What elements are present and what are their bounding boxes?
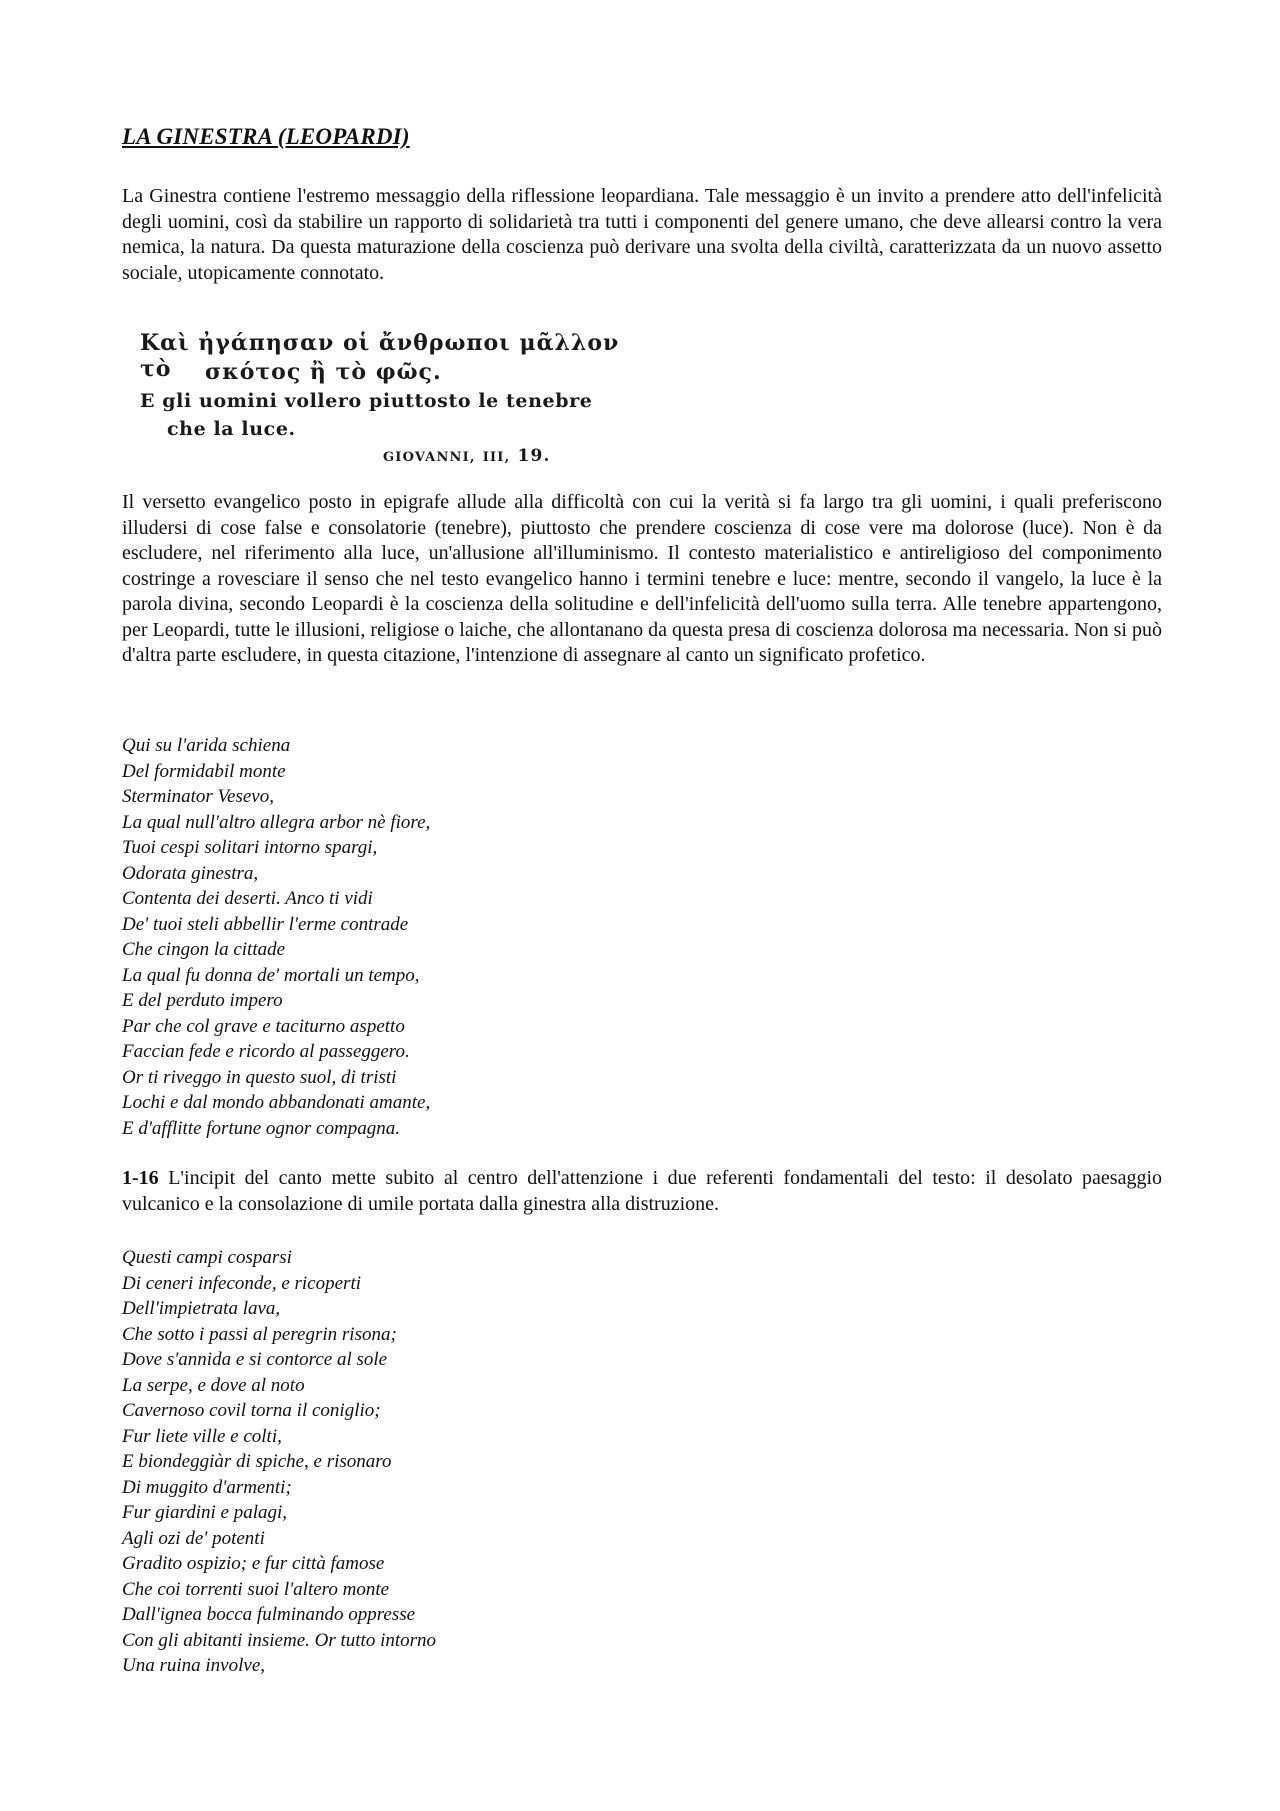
verse-line: Par che col grave e taciturno aspetto — [122, 1015, 405, 1037]
verse-line: E d'afflitte fortune ognor compagna. — [122, 1117, 400, 1139]
verse-line: Del formidabil monte — [122, 760, 286, 782]
verse-line: Che coi torrenti suoi l'altero monte — [122, 1578, 390, 1600]
line-range-label: 1-16 — [122, 1167, 159, 1189]
epigraph-italian-line-1: E gli uomini vollero piuttosto le tenebre — [140, 390, 593, 412]
epigraph-reference-chapter: III, — [482, 450, 511, 465]
epigraph-reference-verse: 19. — [517, 446, 551, 466]
intro-paragraph: La Ginestra contiene l'estremo messaggio della riflessione leopardiana. Tale messaggio è un invito a prendere atto dell'infelicità degli uomini, così da stabilire un rapporto di solidarietà tra tutti i componenti del genere umano, che deve allearsi contro la vera nemica, la natura. Da questa maturazione della coscienza può derivare una svolta della civiltà, caratterizzata da un nuovo assetto sociale, utopicamente connotato. — [122, 185, 1162, 284]
verse-line: La qual fu donna de' mortali un tempo, — [122, 964, 420, 986]
commentary-paragraph-1: Il versetto evangelico posto in epigrafe allude alla difficoltà con cui la verità si fa largo tra gli uomini, i quali preferiscono illudersi di cose false e consolatorie (tenebre), piuttosto che prendere coscienza di cose vere ma dolorose (luce). Non è da escludere, nel riferimento alla luce, un'allusione all'illuminismo. Il contesto materialistico e antireligioso del componimento costringe a rovesciare il senso che nel testo evangelico hanno i termini tenebre e luce: mentre, secondo il vangelo, la luce è la parola divina, secondo Leopardi è la coscienza della solitudine e dell'infelicità dell'uomo sulla terra. Alle tenebre appartengono, per Leopardi, tutte le illusioni, religiose o laiche, che allontanano da questa presa di coscienza dolorosa ma necessaria. Non si può d'altra parte escludere, in questa citazione, l'intenzione di assegnare al canto un significato profetico. — [122, 491, 1162, 666]
verse-line: Cavernoso covil torna il coniglio; — [122, 1400, 381, 1421]
epigraph-italian-line-2: che la luce. — [167, 418, 296, 440]
epigraph-reference — [383, 446, 551, 466]
epigraph-image — [135, 322, 655, 472]
commentary-2-text: L'incipit del canto mette subito al centro dell'attenzione i due referenti fondamentali del testo: il desolato paesaggio vulcanico e la consolazione di umile portata dalla ginestra alla distruzione. — [122, 1167, 1162, 1215]
verse-line: Dall'ignea bocca fulminando oppresse — [122, 1604, 416, 1625]
verse-line: Fur giardini e palagi, — [122, 1502, 288, 1523]
verse-block-2 — [122, 1245, 822, 1679]
verse-line: Una ruina involve, — [122, 1655, 266, 1676]
verse-line: Agli ozi de' potenti — [122, 1527, 265, 1549]
epigraph-greek-line-2: σκότος ἢ τὸ φῶς. — [205, 359, 442, 385]
verse-line: Qui su l'arida schiena — [122, 735, 291, 756]
verse-line: Sterminator Vesevo, — [122, 786, 274, 807]
verse-line: Fur liete ville e colti, — [122, 1425, 282, 1447]
verse-line: E del perduto impero — [122, 990, 283, 1011]
verse-line: De' tuoi steli abbellir l'erme contrade — [122, 913, 409, 935]
verse-line: Che sotto i passi al peregrin risona; — [122, 1323, 397, 1345]
verse-line: E biondeggiàr di spiche, e risonaro — [122, 1451, 392, 1472]
verse-line: Di ceneri infeconde, e ricoperti — [122, 1272, 362, 1294]
verse-line: Dove s'annida e si contorce al sole — [122, 1349, 388, 1370]
verse-line: Lochi e dal mondo abbandonati amante, — [122, 1092, 431, 1113]
verse-line: Di muggito d'armenti; — [122, 1476, 292, 1498]
verse-line: Con gli abitanti insieme. Or tutto intorno — [122, 1629, 437, 1651]
commentary-paragraph-2 — [122, 1166, 1162, 1217]
epigraph-reference-name: GIOVANNI, — [383, 450, 476, 465]
verse-line: Or ti riveggo in questo suol, di tristi — [122, 1066, 397, 1088]
verse-line: Gradito ospizio; e fur città famose — [122, 1553, 385, 1574]
verse-line: La qual null'altro allegra arbor nè fiore, — [122, 811, 431, 833]
verse-line: La serpe, e dove al noto — [122, 1374, 305, 1396]
verse-line: Tuoi cespi solitari intorno spargi, — [122, 837, 378, 858]
epigraph-greek-line-1: Καὶ ἠγάπησαν οἱ ἄνθρωποι μᾶλλον τὸ — [140, 330, 620, 382]
verse-block-1 — [122, 733, 822, 1141]
verse-line: Contenta dei deserti. Anco ti vidi — [122, 888, 373, 909]
verse-line: Dell'impietrata lava, — [122, 1298, 281, 1319]
verse-line: Questi campi cosparsi — [122, 1247, 292, 1268]
verse-line: Odorata ginestra, — [122, 862, 259, 884]
verse-line: Che cingon la cittade — [122, 939, 286, 960]
verse-line: Faccian fede e ricordo al passeggero. — [122, 1041, 410, 1062]
document-title: LA GINESTRA (LEOPARDI) — [122, 124, 410, 149]
